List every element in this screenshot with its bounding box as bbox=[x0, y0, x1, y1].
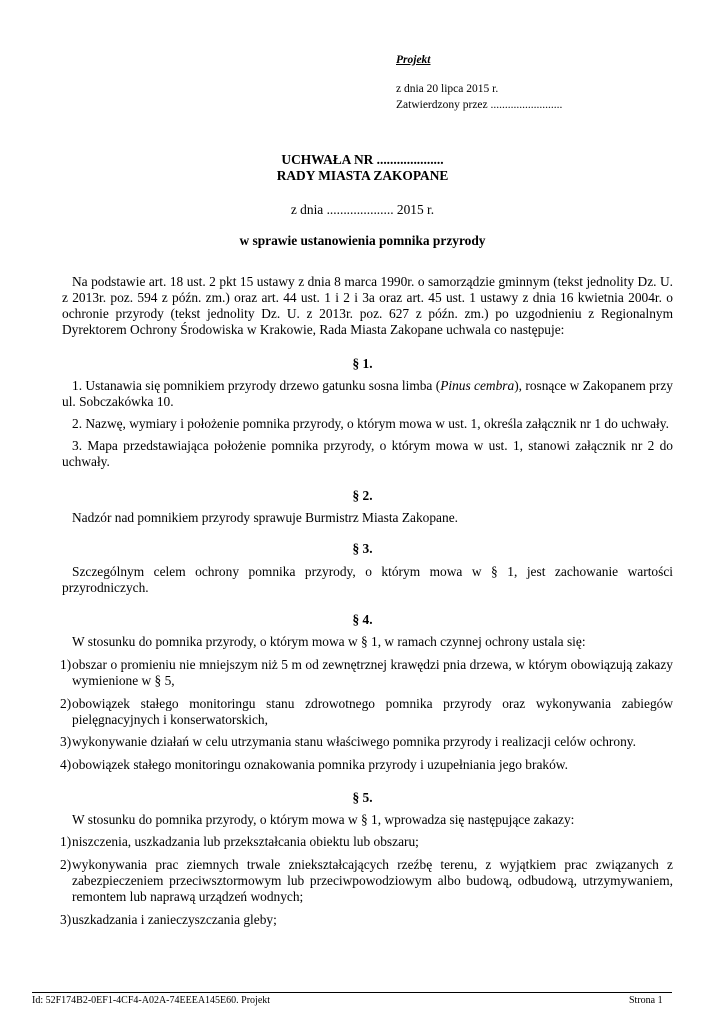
list-item bbox=[62, 734, 673, 750]
section-3-heading: § 3. bbox=[352, 541, 373, 556]
item-number: 2) bbox=[60, 857, 72, 872]
item-number: 3) bbox=[60, 912, 72, 927]
item-text: obszar o promieniu nie mniejszym niż 5 m od zewnętrznej krawędzi pnia drzewa, w którym obowiązują zakazy wymienione w § 5, bbox=[72, 657, 673, 688]
section-1-paragraph-1 bbox=[62, 378, 673, 410]
item-number: 1) bbox=[60, 657, 72, 672]
section-2-text: Nadzór nad pomnikiem przyrody sprawuje Burmistrz Miasta Zakopane. bbox=[72, 510, 458, 525]
section-4-heading: § 4. bbox=[352, 612, 373, 627]
title-line-2: RADY MIASTA ZAKOPANE bbox=[276, 168, 449, 183]
item-text: wykonywanie działań w celu utrzymania stanu właściwego pomnika przyrody i realizacji celów ochrony. bbox=[72, 734, 636, 749]
resolution-date: z dnia .................... 2015 r. bbox=[290, 202, 435, 217]
section-1-paragraph-2: 2. Nazwę, wymiary i położenie pomnika przyrody, o którym mowa w ust. 1, określa załącznik nr 1 do uchwały. bbox=[72, 416, 669, 431]
s1-p1-a: 1. Ustanawia się pomnikiem przyrody drzewo gatunku sosna limba ( bbox=[72, 378, 441, 393]
item-text: niszczenia, uszkadzania lub przekształcania obiektu lub obszaru; bbox=[72, 834, 419, 849]
item-number: 2) bbox=[60, 696, 72, 711]
footer-divider bbox=[32, 992, 672, 993]
header-approved: Zatwierdzony przez ......................... bbox=[396, 99, 563, 111]
resolution-title bbox=[0, 152, 725, 184]
section-1-heading: § 1. bbox=[352, 356, 373, 371]
item-text: obowiązek stałego monitoringu stanu zdrowotnego pomnika przyrody oraz wykonywania zabiegów pielęgnacyjnych i konserwatorskich, bbox=[72, 696, 673, 727]
list-item bbox=[62, 696, 673, 728]
section-2-heading: § 2. bbox=[352, 488, 373, 503]
item-number: 3) bbox=[60, 734, 72, 749]
s1-p1-b: ), rosnące w Zakopanem przy ul. Sobczakówka 10. bbox=[62, 378, 673, 409]
section-3-text: Szczególnym celem ochrony pomnika przyrody, o którym mowa w § 1, jest zachowanie wartości przyrodniczych. bbox=[62, 564, 673, 595]
item-text: obowiązek stałego monitoringu oznakowania pomnika przyrody i uzupełniania jego braków. bbox=[72, 757, 568, 772]
list-item bbox=[62, 857, 673, 905]
projekt-label: Projekt bbox=[396, 54, 431, 66]
section-1-paragraph-3: 3. Mapa przedstawiająca położenie pomnika przyrody, o którym mowa w ust. 1, stanowi załącznik nr 2 do uchwały. bbox=[62, 438, 673, 469]
section-5-intro: W stosunku do pomnika przyrody, o którym mowa w § 1, wprowadza się następujące zakazy: bbox=[72, 812, 575, 827]
item-text: uszkadzania i zanieczyszczania gleby; bbox=[72, 912, 277, 927]
section-5-heading: § 5. bbox=[352, 790, 373, 805]
resolution-subject: w sprawie ustanowienia pomnika przyrody bbox=[239, 233, 486, 248]
item-text: wykonywania prac ziemnych trwale zniekształcających rzeźbę terenu, z wyjątkiem prac związanych z zabezpieczeniem przeciwsztormowym lub przeciwpowodziowym albo budową, odbudową, utrzymywaniem, remontem lub naprawą urządzeń wodnych; bbox=[72, 857, 673, 904]
page-number: Strona 1 bbox=[629, 995, 663, 1006]
list-item bbox=[62, 657, 673, 689]
item-number: 4) bbox=[60, 757, 72, 772]
document-id: Id: 52F174B2-0EF1-4CF4-A02A-74EEEA145E60. Projekt bbox=[32, 995, 271, 1006]
header-date: z dnia 20 lipca 2015 r. bbox=[396, 83, 499, 95]
list-item bbox=[62, 834, 673, 850]
title-line-1: UCHWAŁA NR .................... bbox=[281, 152, 444, 167]
list-item bbox=[62, 912, 673, 928]
preamble: Na podstawie art. 18 ust. 2 pkt 15 ustawy z dnia 8 marca 1990r. o samorządzie gminnym (tekst jednolity Dz. U. z 2013r. poz. 594 z późn. zm.) oraz art. 44 ust. 1 i 2 i 3a oraz art. 45 ust. 1 ustawy z dnia 16 kwietnia 2004r. o ochronie przyrody (tekst jednolity Dz. U. z 2013r. poz. 627 z późn. zm.) po uzgodnieniu z Regionalnym Dyrektorem Ochrony Środowiska w Krakowie, Rada Miasta Zakopane uchwala co następuje: bbox=[62, 274, 673, 337]
list-item bbox=[62, 757, 673, 773]
s1-p1-italic: Pinus cembra bbox=[440, 378, 515, 393]
document-header bbox=[396, 52, 562, 113]
section-4-intro: W stosunku do pomnika przyrody, o którym mowa w § 1, w ramach czynnej ochrony ustala się: bbox=[72, 634, 586, 649]
item-number: 1) bbox=[60, 834, 72, 849]
